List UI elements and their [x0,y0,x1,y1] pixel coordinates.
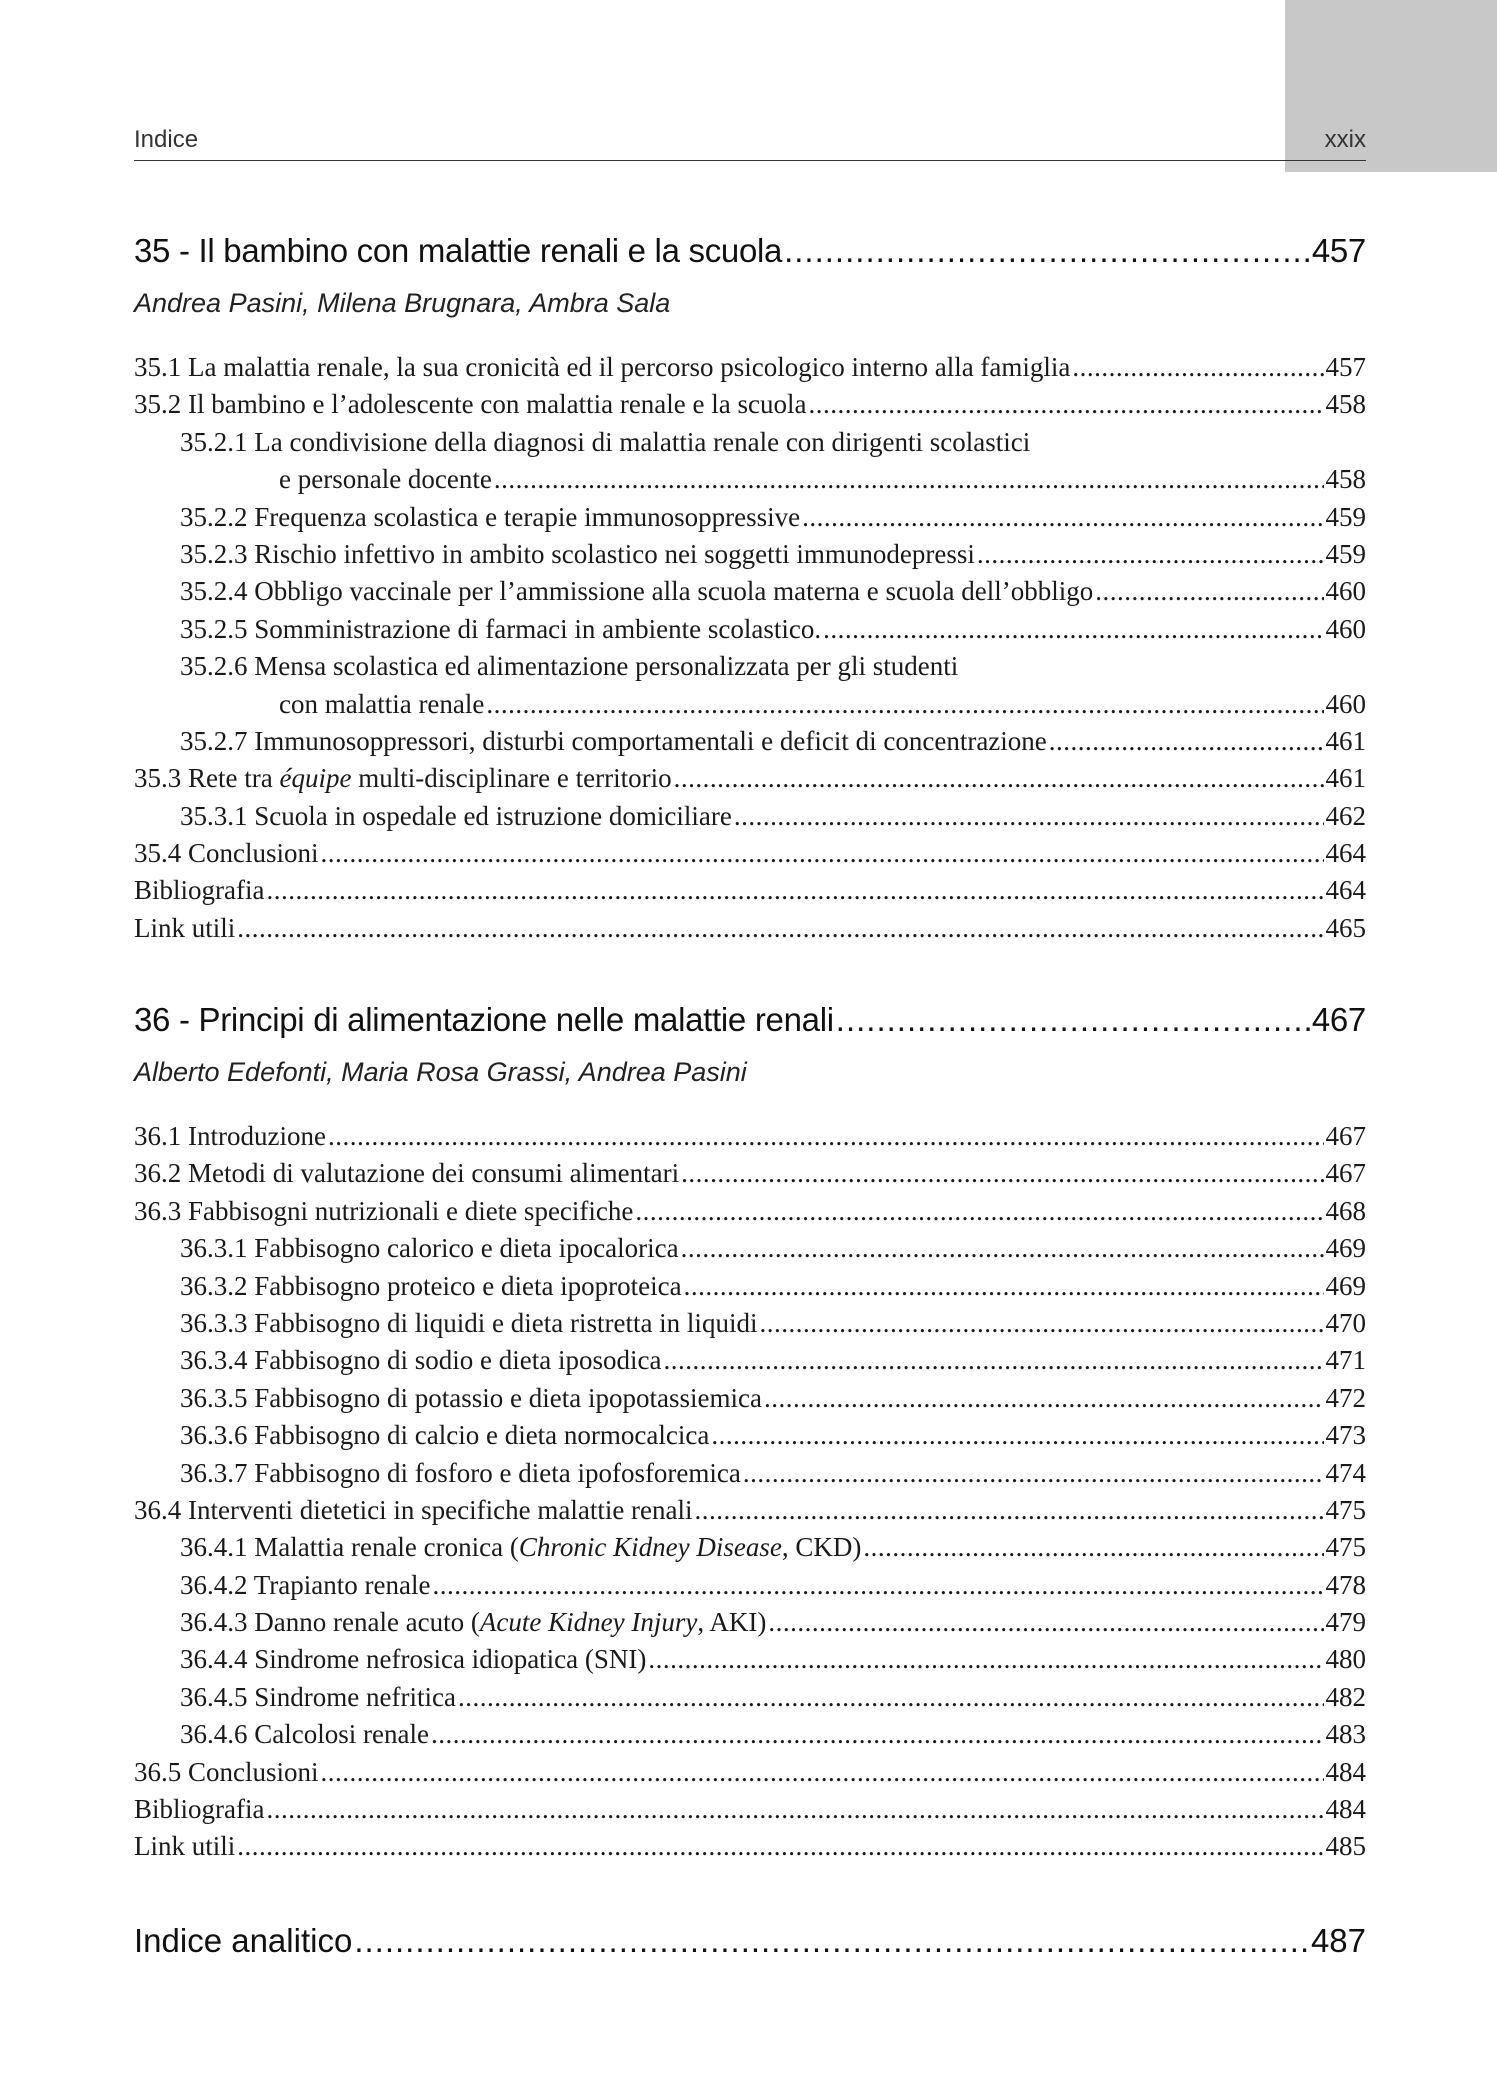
toc-entry-page: 459 [1325,501,1366,532]
dot-leader [1072,352,1323,383]
toc-entry[interactable] [134,1233,1366,1270]
toc-entry-text: e personale docente [279,464,492,495]
dot-leader [802,502,1323,533]
chapter-title-row[interactable] [134,1001,1366,1055]
dot-leader [681,1233,1324,1264]
dot-leader [734,801,1324,832]
dot-leader [1095,576,1323,607]
toc-entry-page: 478 [1325,1569,1366,1600]
dot-leader [354,1922,1309,1960]
toc-entry-page: 469 [1325,1233,1366,1264]
dot-leader [743,1458,1324,1489]
toc-entry-page: 484 [1325,1756,1366,1787]
toc-entry[interactable] [134,1831,1366,1868]
toc-entry-text-part: , CKD) [781,1532,862,1563]
chapter-page: 457 [1311,232,1366,269]
dot-leader [648,1644,1323,1675]
toc-entry-text: 35.2 Il bambino e l’adolescente con malattia renale e la scuola [134,389,807,420]
toc-entries [134,352,1366,950]
toc-entry-text: Bibliografia [134,875,265,906]
dot-leader [321,1757,1324,1788]
toc-entry-page: 460 [1325,688,1366,719]
dot-leader [266,1794,1323,1825]
toc-entry[interactable] [134,389,1366,426]
toc-entry[interactable] [134,1757,1366,1794]
toc-entry-text [180,1532,861,1563]
toc-entry-text: 36.4 Interventi dietetici in specifiche malattie renali [134,1494,693,1525]
toc-entry-text: 36.4.6 Calcolosi renale [180,1719,429,1750]
dot-leader [711,1420,1323,1451]
dot-leader [237,913,1323,944]
chapter-title: 36 - Principi di alimentazione nelle malattie renali [134,1001,834,1038]
dot-leader [458,1682,1324,1713]
toc-entry[interactable] [134,651,1366,688]
dot-leader [266,875,1323,906]
toc-entry-page: 480 [1325,1644,1366,1675]
running-header [134,126,1366,161]
toc-entry-page: 458 [1325,464,1366,495]
toc-entry-text: 36.3.3 Fabbisogno di liquidi e dieta ristretta in liquidi [180,1307,758,1338]
toc-entry-text: 36.4.2 Trapianto renale [180,1569,431,1600]
toc-entry-page: 464 [1325,875,1366,906]
toc-entry-page: 485 [1325,1831,1366,1862]
toc-entry[interactable] [134,576,1366,613]
dot-leader [1049,726,1324,757]
dot-leader [784,232,1310,270]
toc-entry-page: 465 [1325,912,1366,943]
toc-entry[interactable] [134,913,1366,950]
toc-entry-text: Link utili [134,1831,236,1862]
toc-entry-page: 460 [1325,576,1366,607]
toc-entry-page: 475 [1325,1532,1366,1563]
toc-entry-page: 457 [1325,352,1366,382]
toc-entry-page: 467 [1325,1121,1366,1151]
toc-entry-text: 35.2.7 Immunosoppressori, disturbi comportamentali e deficit di concentrazione [180,725,1047,756]
dot-leader [674,763,1324,794]
toc-entry-page: 461 [1325,725,1366,756]
toc-entry-page: 470 [1325,1307,1366,1338]
toc-entry[interactable] [134,1458,1366,1495]
toc-entry-text: 35.4 Conclusioni [134,838,319,869]
dot-leader [759,1308,1323,1339]
toc-entry-page: 475 [1325,1494,1366,1525]
toc-entry-page: 479 [1325,1607,1366,1638]
toc-entry[interactable] [134,502,1366,539]
toc-entry-page: 459 [1325,538,1366,569]
toc-entry-page: 484 [1325,1794,1366,1825]
toc-entry-text: 36.4.4 Sindrome nefrosica idiopatica (SNI) [180,1644,647,1675]
dot-leader [823,614,1323,645]
toc-entry-text: 36.5 Conclusioni [134,1756,319,1787]
dot-leader [836,1001,1310,1039]
toc-entry[interactable] [134,1121,1366,1158]
toc-entry-text: 36.3 Fabbisogni nutrizionali e diete specifiche [134,1195,634,1226]
toc-entry[interactable] [134,464,1366,501]
dot-leader [764,1383,1324,1414]
toc-entry-text: con malattia renale [279,688,485,719]
dot-leader [494,464,1324,495]
toc-entry-text: 36.3.4 Fabbisogno di sodio e dieta iposodica [180,1345,662,1376]
chapter-authors: Alberto Edefonti, Maria Rosa Grassi, Andrea Pasini [134,1057,747,1087]
toc-entry[interactable] [134,1345,1366,1382]
toc-entry[interactable] [134,1271,1366,1308]
index-analitico-row[interactable] [134,1922,1366,1976]
toc-entry[interactable] [134,1158,1366,1195]
toc-entry-text: 36.3.7 Fabbisogno di fosforo e dieta ipofosforemica [180,1457,741,1488]
toc-entry-text: 35.2.5 Somministrazione di farmaci in ambiente scolastico. [180,613,822,644]
toc-entry[interactable] [134,726,1366,763]
dot-leader [321,838,1324,869]
toc-entry[interactable] [134,763,1366,800]
toc-entry-text-part: , AKI) [697,1607,767,1638]
toc-entry-page: 469 [1325,1270,1366,1301]
toc-entry-text: 36.2 Metodi di valutazione dei consumi alimentari [134,1158,680,1189]
toc-entry-text [134,763,672,794]
toc-entry[interactable] [134,1644,1366,1681]
dot-leader [237,1831,1323,1862]
toc-entry[interactable] [134,689,1366,726]
toc-entry-text: 35.2.1 La condivisione della diagnosi di malattia renale con dirigenti scolastici [180,426,1031,457]
toc-entry[interactable] [134,875,1366,912]
toc-entry[interactable] [134,801,1366,838]
toc-entry-page: 468 [1325,1195,1366,1226]
toc-entry-page: 471 [1325,1345,1366,1376]
toc-entry-text: 36.4.5 Sindrome nefritica [180,1681,456,1712]
chapter-title-row[interactable] [134,232,1366,286]
dot-leader [695,1495,1324,1526]
running-header-title: Indice [134,126,199,153]
toc-entry-text: 36.3.6 Fabbisogno di calcio e dieta normocalcica [180,1420,710,1451]
index-page: 487 [1310,1922,1366,1959]
chapter-page: 467 [1311,1001,1366,1038]
toc-entry[interactable] [134,1682,1366,1719]
toc-entry-text: 35.2.6 Mensa scolastica ed alimentazione personalizzata per gli studenti [180,651,959,682]
toc-entry[interactable] [134,1570,1366,1607]
toc-entry-text: 36.3.1 Fabbisogno calorico e dieta ipocalorica [180,1233,679,1264]
toc-entry-page: 458 [1325,389,1366,420]
toc-entry[interactable] [134,1420,1366,1457]
chapter-authors: Andrea Pasini, Milena Brugnara, Ambra Sala [134,288,671,318]
toc-entry-text-part: 36.4.1 Malattia renale cronica ( [180,1532,519,1563]
toc-entry-text-part: multi-disciplinare e territorio [351,763,672,794]
toc-entry-text-italic: Chronic Kidney Disease [518,1532,782,1563]
dot-leader [863,1532,1323,1563]
toc-entry-text-part: 35.3 Rete tra [134,763,280,794]
toc-entry-text-italic: Acute Kidney Injury [479,1607,698,1638]
toc-entry[interactable] [134,614,1366,651]
toc-entry-text-part: 36.4.3 Danno renale acuto ( [180,1607,480,1638]
dot-leader [431,1719,1324,1750]
toc-entry[interactable] [134,1308,1366,1345]
toc-entry-text-italic: équipe [279,763,352,794]
toc-entry[interactable] [134,427,1366,464]
toc-entry-text: Bibliografia [134,1794,265,1825]
dot-leader [684,1271,1324,1302]
page-number: xxix [1324,126,1366,153]
toc-entry-page: 483 [1325,1719,1366,1750]
dot-leader [635,1196,1323,1227]
toc-entry-text: 35.2.3 Rischio infettivo in ambito scolastico nei soggetti immunodepressi [180,538,975,569]
toc-entry-text: Link utili [134,912,236,943]
dot-leader [977,539,1324,570]
toc-entry[interactable] [134,1495,1366,1532]
toc-entry-page: 474 [1325,1457,1366,1488]
toc-entry[interactable] [134,352,1366,389]
toc-entry-page: 464 [1325,838,1366,869]
toc-entry[interactable] [134,1719,1366,1756]
toc-entry-page: 467 [1325,1158,1366,1189]
toc-entry[interactable] [134,1794,1366,1831]
toc-entries [134,1121,1366,1869]
toc-entry-text: 36.1 Introduzione [134,1121,326,1151]
toc-entry-text: 35.2.2 Frequenza scolastica e terapie immunosoppressive [180,501,801,532]
toc-entry[interactable] [134,539,1366,576]
dot-leader [432,1570,1323,1601]
dot-leader [808,389,1323,420]
chapter-title: 35 - Il bambino con malattie renali e la scuola [134,232,783,269]
toc-entry-page: 461 [1325,763,1366,794]
toc-entry-page: 472 [1325,1382,1366,1413]
toc-entry-page: 462 [1325,800,1366,831]
dot-leader [663,1345,1323,1376]
toc-entry[interactable] [134,1532,1366,1569]
toc-entry-page: 460 [1325,613,1366,644]
dot-leader [768,1607,1323,1638]
toc-entry-text: 35.3.1 Scuola in ospedale ed istruzione domiciliare [180,800,732,831]
toc-entry[interactable] [134,1607,1366,1644]
toc-entry-page: 473 [1325,1420,1366,1451]
toc-entry-text: 36.3.2 Fabbisogno proteico e dieta ipoproteica [180,1270,682,1301]
toc-entry-text [180,1607,766,1638]
toc-entry-text: 35.1 La malattia renale, la sua cronicità ed il percorso psicologico interno alla famiglia [134,352,1071,382]
toc-entry[interactable] [134,838,1366,875]
toc-entry[interactable] [134,1383,1366,1420]
dot-leader [681,1158,1323,1189]
toc-entry-text: 35.2.4 Obbligo vaccinale per l’ammissione alla scuola materna e scuola dell’obbligo [180,576,1094,607]
chapter-35 [134,232,1366,950]
chapter-36 [134,1001,1366,1869]
toc-entry-text: 36.3.5 Fabbisogno di potassio e dieta ipopotassiemica [180,1382,762,1413]
dot-leader [328,1121,1324,1152]
dot-leader [486,689,1323,720]
toc-entry-page: 482 [1325,1681,1366,1712]
toc-entry[interactable] [134,1196,1366,1233]
index-title: Indice analitico [134,1922,353,1959]
